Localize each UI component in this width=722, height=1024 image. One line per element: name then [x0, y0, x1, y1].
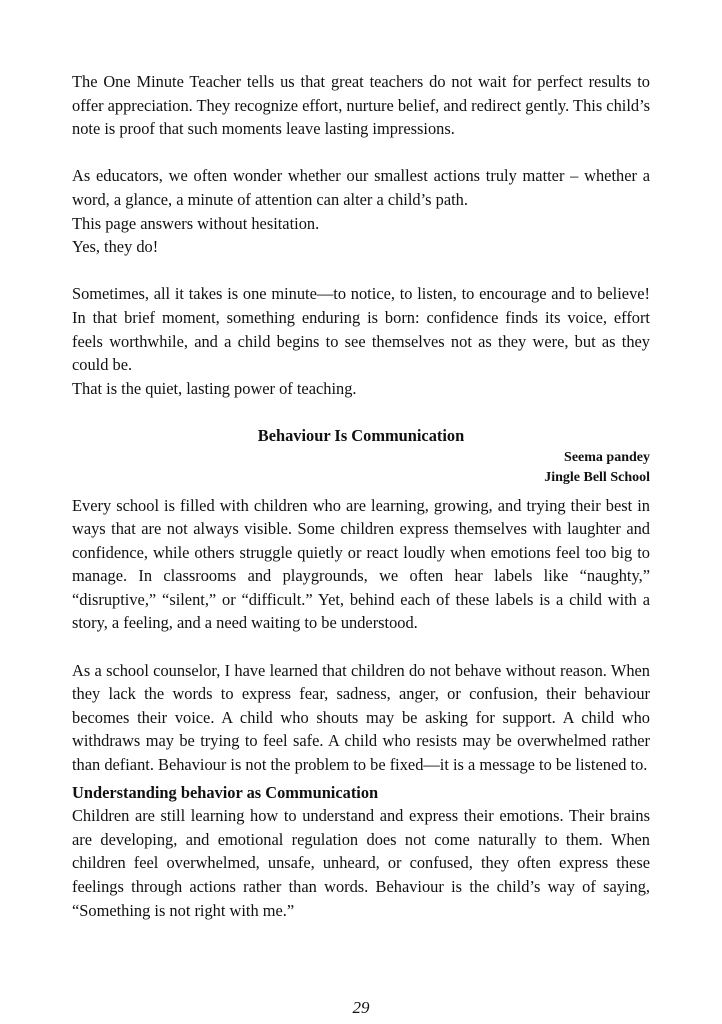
article-paragraph-2: As a school counselor, I have learned that children do not behave without reason. When they lack the words to express fear, sadness, anger, or confusion, their behaviour becomes their voice. A child who shouts may be asking for support. A child who withdraws may be trying to feel safe. A child who resists may be overwhelmed rather than defiant. Behaviour is not the problem to be fixed—it is a message to be listened to. [72, 660, 650, 775]
intro-paragraph-2: As educators, we often wonder whether our smallest actions truly matter – whether a word, a glance, a minute of attention can alter a child’s path. [72, 166, 650, 209]
article-paragraph-1: Every school is filled with children who are learning, growing, and trying their best in ways that are not always visible. Some children express themselves with laughter and confidence, while others struggle quietly or react loudly when emotions feel too big to manage. In classrooms and playgrounds, we often hear labels like “naughty,” “disruptive,” “silent,” or “difficult.” Yet, behind each of these labels is a child with a story, a feeling, and a need waiting to be understood. [72, 495, 650, 633]
intro-paragraph-3: Sometimes, all it takes is one minute—to notice, to listen, to encourage and to believe! In that brief moment, something enduring is born: confidence finds its voice, effort feels worthwhile, and a child begins to see themselves not as they were, but as they could be. [72, 284, 650, 375]
paragraph-gap [72, 141, 650, 165]
article-school: Jingle Bell School [544, 469, 650, 485]
article-title: Behaviour Is Communication [257, 425, 465, 445]
intro-power-line: That is the quiet, lasting power of teaching. [72, 378, 357, 398]
intro-answer-line: This page answers without hesitation. [72, 213, 320, 233]
article-paragraph-3: Children are still learning how to understand and express their emotions. Their brains are developing, and emotional regulation does not come naturally to them. When children feel overwhelmed, unsafe, unheard, or confused, they often express these feelings through actions rather than words. Behaviour is the child’s way of saying, “Something is not right with me.” [72, 806, 650, 920]
intro-yes-line: Yes, they do! [72, 237, 159, 257]
article-subheading: Understanding behavior as Communication [72, 782, 379, 802]
page-number: 29 [352, 998, 370, 1017]
paragraph-gap [72, 400, 650, 424]
article-author: Seema pandey [564, 449, 650, 465]
paragraph-gap [72, 259, 650, 283]
page-body [72, 70, 650, 922]
paragraph-gap [72, 635, 650, 659]
intro-paragraph-1: The One Minute Teacher tells us that great teachers do not wait for perfect results to offer appreciation. They recognize effort, nurture belief, and redirect gently. This child’s note is proof that such moments leave lasting impressions. [72, 72, 651, 139]
